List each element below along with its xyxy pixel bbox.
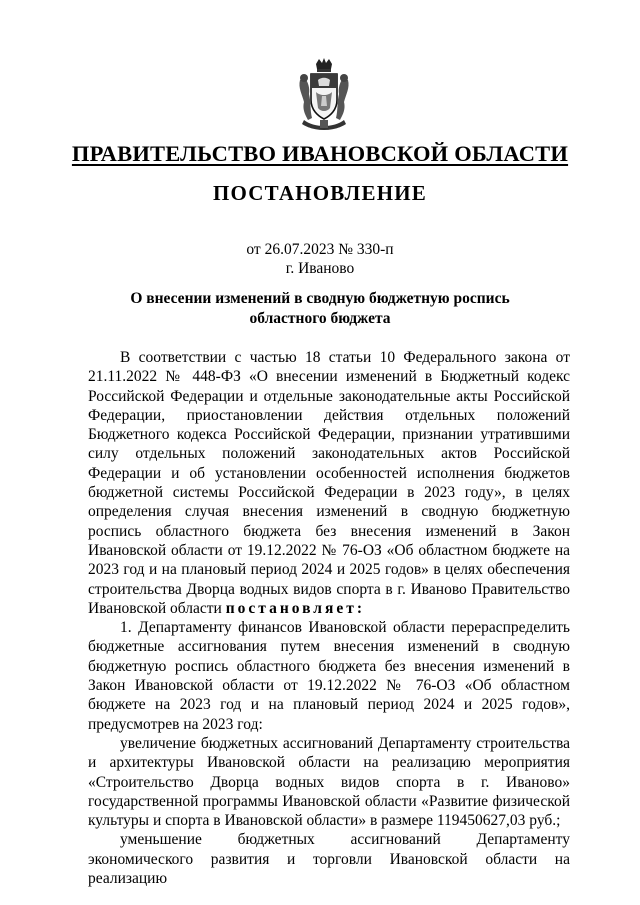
document-body xyxy=(88,348,570,888)
subject-line-1: О внесении изменений в сводную бюджетную роспись xyxy=(130,290,510,307)
resolves-word: постановляет xyxy=(225,599,357,617)
date-and-number: от 26.07.2023 № 330-п xyxy=(246,241,394,258)
document-type-title: ПОСТАНОВЛЕНИЕ xyxy=(212,181,428,205)
coat-of-arms-icon xyxy=(296,58,352,130)
government-name: ПРАВИТЕЛЬСТВО ИВАНОВСКОЙ ОБЛАСТИ xyxy=(71,141,569,166)
document-requisites xyxy=(0,240,640,278)
document-subject xyxy=(0,289,640,329)
decrease-paragraph: уменьшение бюджетных ассигнований Департаменту экономического развития и торговли Ивановской области на реализацию xyxy=(88,831,570,888)
increase-paragraph: увеличение бюджетных ассигнований Департаменту строительства и архитектуры Ивановской области на реализацию мероприятия «Строительство Дворца водных видов спорта в г. Иваново» государственной программы Ивановской области «Развитие физической культуры и спорта в Ивановской области» в размере 119450627,03 руб.; xyxy=(88,734,570,830)
issue-city: г. Иваново xyxy=(285,260,355,277)
resolves-colon: : xyxy=(356,599,366,617)
item-1-paragraph: 1. Департаменту финансов Ивановской области перераспределить бюджетные ассигнования путем внесения изменений в сводную бюджетную роспись областного бюджета без внесения изменений в Закон Ивановской области от 19.12.2022 № 76-ОЗ «Об областном бюджете на 2023 год и на плановый период 2024 и 2025 годов», предусмотрев на 2023 год: xyxy=(88,619,570,733)
preamble-paragraph xyxy=(88,348,570,618)
subject-line-2: областного бюджета xyxy=(249,310,391,327)
preamble-text: В соответствии с частью 18 статьи 10 Федерального закона от 21.11.2022 № 448-ФЗ «О внесении изменений в Бюджетный кодекс Российской Федерации и отдельные законодательные акты Российской Федерации, приостановлении действия отдельных положений Бюджетного кодекса Российской Федерации, признании утратившими силу отдельных положений законодательных актов Российской Федерации и об установлении особенностей исполнения бюджетов бюджетной системы Российской Федерации в 2023 году», в целях определения случая внесения изменений в сводную бюджетную роспись областного бюджета без внесения изменений в Закон Ивановской области от 19.12.2022 № 76-ОЗ «Об областном бюджете на 2023 год и на плановый период 2024 и 2025 годов» в целях обеспечения строительства Дворца водных видов спорта в г. Иваново Правительство Ивановской области xyxy=(88,349,570,617)
